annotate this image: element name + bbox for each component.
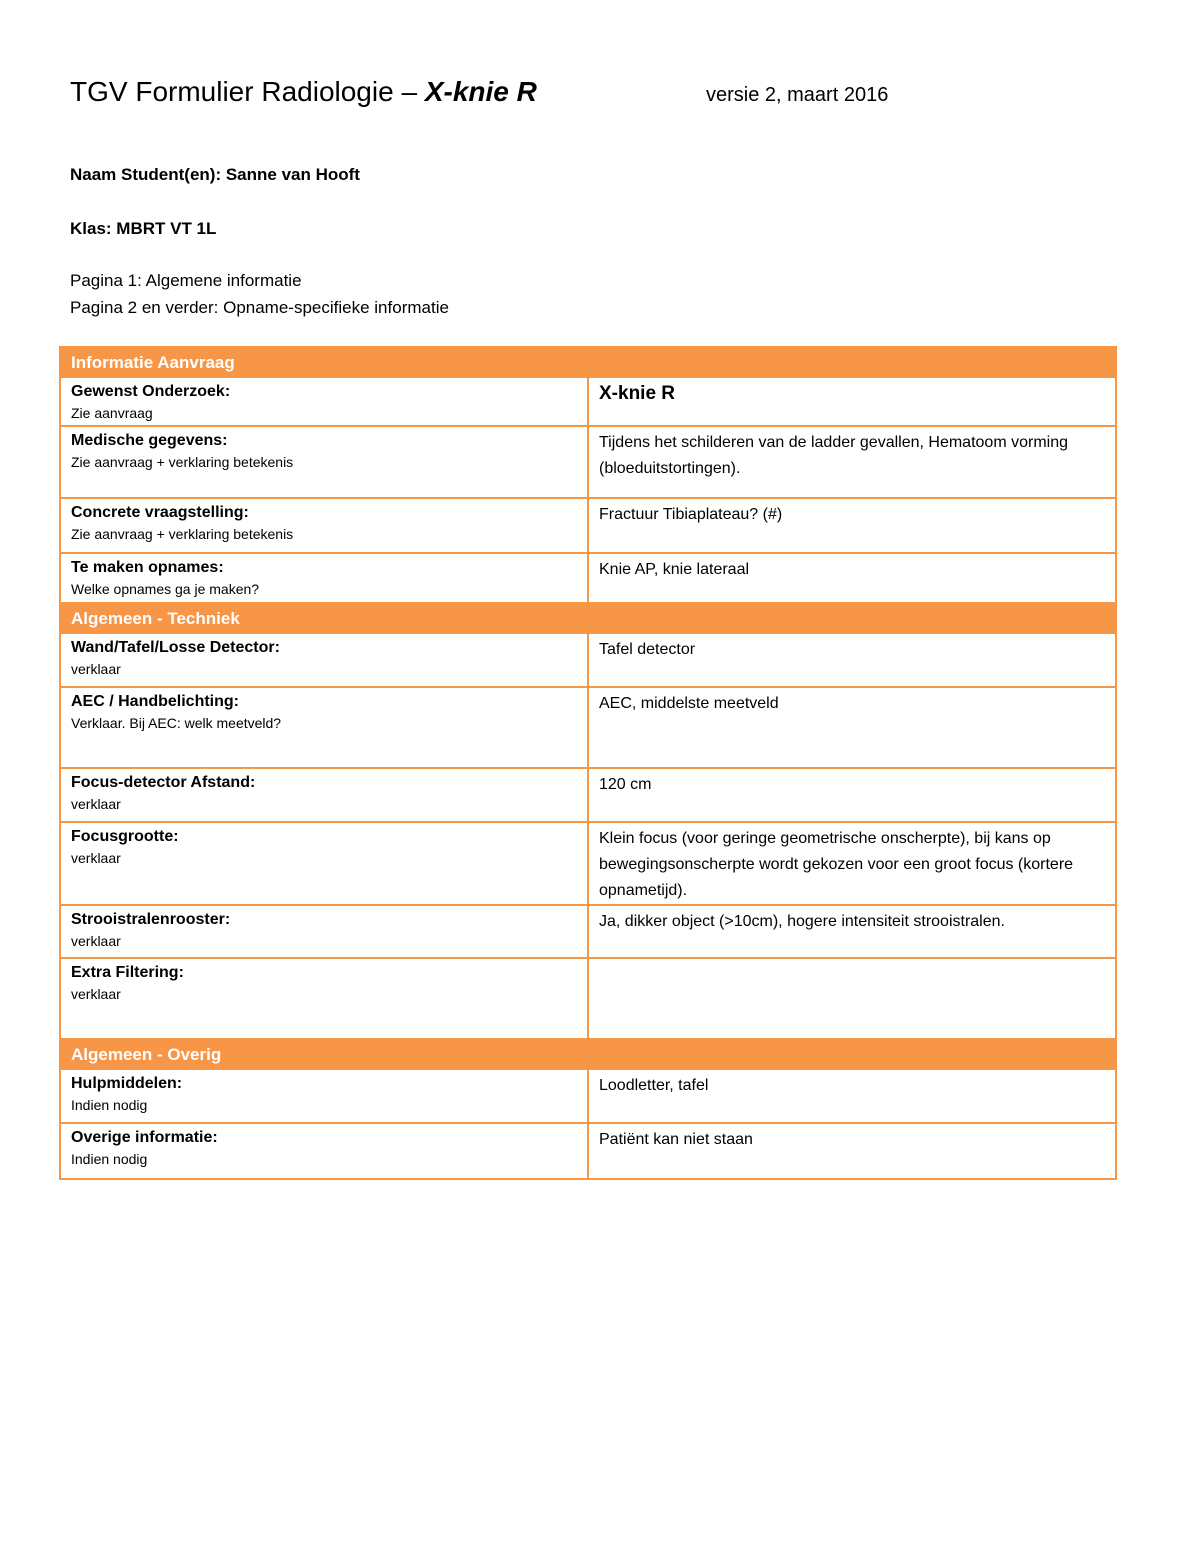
row-label-cell (60, 553, 588, 603)
row-hint: Indien nodig (71, 1151, 148, 1167)
row-label-cell (60, 1123, 588, 1179)
row-label-cell (60, 426, 588, 498)
row-label: Extra Filtering: (71, 964, 184, 981)
section-header (60, 1039, 1116, 1069)
version-label: versie 2, maart 2016 (706, 84, 889, 106)
class-label: Klas: MBRT VT 1L (70, 219, 217, 238)
row-hint: verklaar (71, 850, 121, 866)
table-row (60, 633, 1116, 687)
row-label-cell (60, 905, 588, 958)
row-value: X-knie R (588, 377, 1116, 426)
row-value: Loodletter, tafel (588, 1069, 1116, 1123)
row-hint: Verklaar. Bij AEC: welk meetveld? (71, 715, 282, 731)
section-header (60, 603, 1116, 633)
row-hint: verklaar (71, 933, 121, 949)
row-label: Wand/Tafel/Losse Detector: (71, 639, 280, 656)
row-label-cell (60, 377, 588, 426)
row-hint: Zie aanvraag + verklaring betekenis (71, 454, 294, 470)
section-title: Algemeen - Techniek (60, 603, 1116, 633)
row-hint: Indien nodig (71, 1097, 148, 1113)
row-label-cell (60, 498, 588, 553)
row-value: Fractuur Tibiaplateau? (#) (588, 498, 1116, 553)
table-row (60, 553, 1116, 603)
table-row (60, 822, 1116, 905)
row-label: Gewenst Onderzoek: (71, 383, 231, 400)
section-title: Algemeen - Overig (60, 1039, 1116, 1069)
row-value: 120 cm (588, 768, 1116, 822)
table-row (60, 377, 1116, 426)
row-label: Overige informatie: (71, 1129, 218, 1146)
row-value (588, 958, 1116, 1039)
table-row (60, 1123, 1116, 1179)
row-hint: verklaar (71, 661, 121, 677)
page1-info: Pagina 1: Algemene informatie (70, 271, 302, 290)
row-hint: Welke opnames ga je maken? (71, 581, 260, 597)
row-label-cell (60, 1069, 588, 1123)
table-row (60, 687, 1116, 768)
page-title (70, 76, 537, 108)
table-row (60, 958, 1116, 1039)
row-label: Concrete vraagstelling: (71, 504, 249, 521)
row-label-cell (60, 768, 588, 822)
row-label: Hulpmiddelen: (71, 1075, 183, 1092)
row-value: Klein focus (voor geringe geometrische onscherpte), bij kans op bewegingsonscherpte wordt gekozen voor een groot focus (kortere opnametijd). (588, 822, 1116, 905)
row-hint: Zie aanvraag (71, 405, 153, 421)
row-value: Patiënt kan niet staan (588, 1123, 1116, 1179)
row-label-cell (60, 958, 588, 1039)
row-value: AEC, middelste meetveld (588, 687, 1116, 768)
section-title: Informatie Aanvraag (60, 347, 1116, 377)
row-label: Strooistralenrooster: (71, 911, 231, 928)
row-value: Knie AP, knie lateraal (588, 553, 1116, 603)
row-value: Ja, dikker object (>10cm), hogere intensiteit strooistralen. (588, 905, 1116, 958)
row-value: Tijdens het schilderen van de ladder gevallen, Hematoom vorming (bloeduitstortingen). (588, 426, 1116, 498)
table-row (60, 498, 1116, 553)
row-label: Focus-detector Afstand: (71, 774, 256, 791)
title-prefix: TGV Formulier Radiologie – (70, 76, 425, 107)
row-hint: verklaar (71, 986, 121, 1002)
table-row (60, 1069, 1116, 1123)
section-header (60, 347, 1116, 377)
row-hint: Zie aanvraag + verklaring betekenis (71, 526, 294, 542)
row-hint: verklaar (71, 796, 121, 812)
radiology-form-table (59, 346, 1117, 1180)
row-label-cell (60, 822, 588, 905)
page2-info: Pagina 2 en verder: Opname-specifieke informatie (70, 298, 449, 317)
student-name: Naam Student(en): Sanne van Hooft (70, 165, 360, 184)
row-label-cell (60, 633, 588, 687)
table-row (60, 426, 1116, 498)
header (70, 76, 930, 116)
row-label: Medische gegevens: (71, 432, 228, 449)
row-label-cell (60, 687, 588, 768)
row-label: Focusgrootte: (71, 828, 179, 845)
table-row (60, 905, 1116, 958)
table-row (60, 768, 1116, 822)
title-exam: X-knie R (424, 76, 537, 107)
row-label: AEC / Handbelichting: (71, 693, 239, 710)
row-label: Te maken opnames: (71, 559, 224, 576)
row-value: Tafel detector (588, 633, 1116, 687)
